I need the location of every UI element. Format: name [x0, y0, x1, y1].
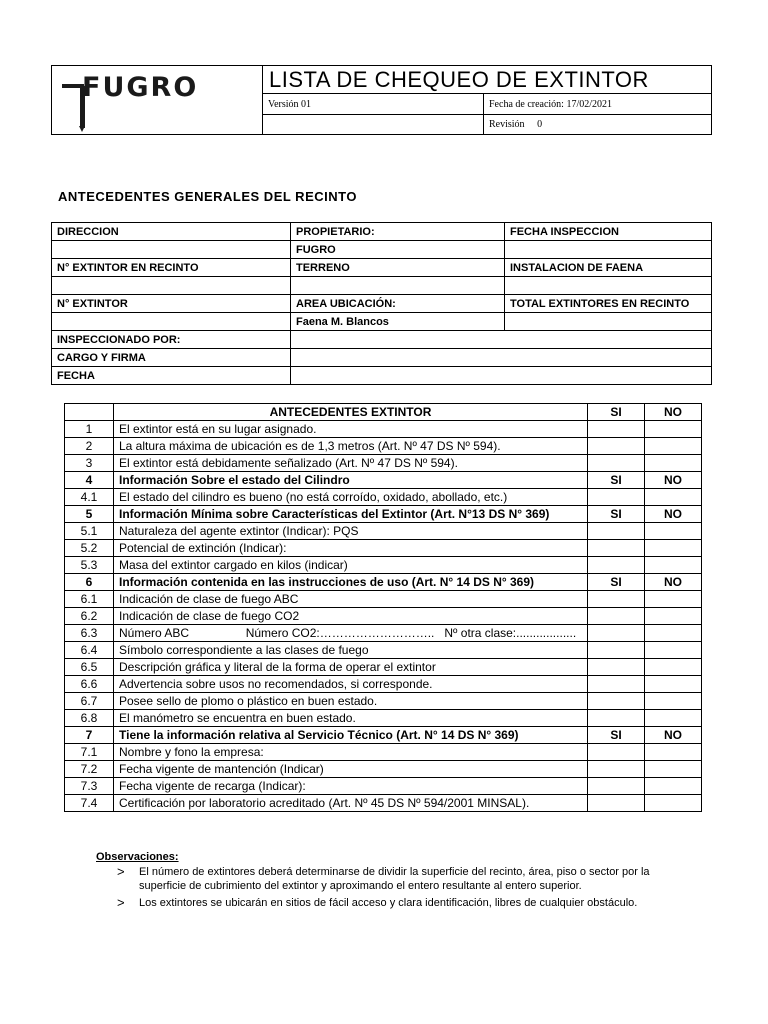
- checklist-row: [65, 761, 702, 778]
- item-number: 7.3: [65, 778, 114, 795]
- item-text: Información contenida en las instrucciones de uso (Art. N° 14 DS N° 369): [114, 574, 588, 591]
- si-checkbox[interactable]: [588, 676, 645, 693]
- no-checkbox[interactable]: [645, 710, 702, 727]
- si-checkbox[interactable]: [588, 455, 645, 472]
- creation-date-cell: Fecha de creación: 17/02/2021: [484, 94, 712, 114]
- checklist-section-row: [65, 472, 702, 489]
- no-header: NO: [645, 506, 702, 523]
- checklist-row: [65, 455, 702, 472]
- checklist-row: [65, 557, 702, 574]
- checklist-row: [65, 693, 702, 710]
- item-text: Certificación por laboratorio acreditado (Art. Nº 45 DS Nº 594/2001 MINSAL).: [114, 795, 588, 812]
- item-text: Información Mínima sobre Características del Extintor (Art. N°13 DS N° 369): [114, 506, 588, 523]
- checklist-row: [65, 795, 702, 812]
- item-text: Fecha vigente de recarga (Indicar):: [114, 778, 588, 795]
- observations: [96, 851, 696, 910]
- fecha-value[interactable]: [291, 367, 712, 385]
- cargo-value[interactable]: [291, 349, 712, 367]
- no-checkbox[interactable]: [645, 489, 702, 506]
- item-number: 1: [65, 421, 114, 438]
- checklist-section-row: [65, 574, 702, 591]
- checklist-row: [65, 676, 702, 693]
- si-checkbox[interactable]: [588, 778, 645, 795]
- logo-text: FUGRO: [82, 72, 199, 103]
- si-checkbox[interactable]: [588, 625, 645, 642]
- total-label: TOTAL EXTINTORES EN RECINTO: [505, 295, 712, 313]
- revision-cell: [484, 114, 712, 134]
- item-number: 5.3: [65, 557, 114, 574]
- observation-text: Los extintores se ubicarán en sitios de fácil acceso y clara identificación, libres de cualquier obstáculo.: [139, 897, 638, 909]
- si-header: SI: [588, 472, 645, 489]
- si-header: SI: [588, 506, 645, 523]
- general-info-table: [51, 222, 712, 385]
- item-number: 3: [65, 455, 114, 472]
- area-label: AREA UBICACIÓN:: [291, 295, 505, 313]
- item-number: 6.2: [65, 608, 114, 625]
- si-checkbox[interactable]: [588, 659, 645, 676]
- item-text: Información Sobre el estado del Cilindro: [114, 472, 588, 489]
- checklist-row: [65, 591, 702, 608]
- extintor-label: N° EXTINTOR: [52, 295, 291, 313]
- checklist-header-row: [65, 404, 702, 421]
- checklist-header-si: SI: [588, 404, 645, 421]
- item-number: 6: [65, 574, 114, 591]
- direccion-value[interactable]: [52, 241, 291, 259]
- instalacion-label: INSTALACION DE FAENA: [505, 259, 712, 277]
- observation-text: El número de extintores deberá determinarse de dividir la superficie del recinto, área, piso o sector por la superficie de cubrimiento del extintor y aproximando el entero resultante al entero superior.: [139, 866, 650, 892]
- no-header: NO: [645, 574, 702, 591]
- inspeccionado-value[interactable]: [291, 331, 712, 349]
- item-text: Indicación de clase de fuego ABC: [114, 591, 588, 608]
- si-checkbox[interactable]: [588, 557, 645, 574]
- si-checkbox[interactable]: [588, 489, 645, 506]
- item-text: Posee sello de plomo o plástico en buen estado.: [114, 693, 588, 710]
- item-number: 5.2: [65, 540, 114, 557]
- si-checkbox[interactable]: [588, 421, 645, 438]
- logo-cell: [52, 66, 263, 135]
- checklist-section-row: [65, 727, 702, 744]
- section-title: ANTECEDENTES GENERALES DEL RECINTO: [58, 189, 357, 204]
- no-checkbox[interactable]: [645, 608, 702, 625]
- item-number: 5.1: [65, 523, 114, 540]
- checklist-row: [65, 421, 702, 438]
- extintor-recinto-value[interactable]: [52, 277, 291, 295]
- observation-item: [96, 865, 696, 893]
- item-text: El manómetro se encuentra en buen estado.: [114, 710, 588, 727]
- item-text: Fecha vigente de mantención (Indicar): [114, 761, 588, 778]
- revision-value: 0: [537, 118, 543, 130]
- item-number: 4: [65, 472, 114, 489]
- no-checkbox[interactable]: [645, 744, 702, 761]
- no-checkbox[interactable]: [645, 659, 702, 676]
- item-number: 6.4: [65, 642, 114, 659]
- item-text: El estado del cilindro es bueno (no está corroído, oxidado, abollado, etc.): [114, 489, 588, 506]
- item-number: 7.4: [65, 795, 114, 812]
- item-number: 5: [65, 506, 114, 523]
- item-number: 6.8: [65, 710, 114, 727]
- si-checkbox[interactable]: [588, 438, 645, 455]
- bullet-arrow-icon: >: [117, 895, 125, 910]
- terreno-label: TERRENO: [291, 259, 505, 277]
- no-checkbox[interactable]: [645, 455, 702, 472]
- checklist-row: [65, 438, 702, 455]
- no-checkbox[interactable]: [645, 642, 702, 659]
- total-value[interactable]: [505, 313, 712, 331]
- item-text: Naturaleza del agente extintor (Indicar): PQS: [114, 523, 588, 540]
- item-number: 4.1: [65, 489, 114, 506]
- fecha-inspeccion-value[interactable]: [505, 241, 712, 259]
- area-value[interactable]: Faena M. Blancos: [291, 313, 505, 331]
- no-checkbox[interactable]: [645, 625, 702, 642]
- empty-header-cell: [263, 114, 484, 134]
- item-text: El extintor está en su lugar asignado.: [114, 421, 588, 438]
- item-text: Potencial de extinción (Indicar):: [114, 540, 588, 557]
- checklist-row: [65, 778, 702, 795]
- no-checkbox[interactable]: [645, 778, 702, 795]
- no-checkbox[interactable]: [645, 421, 702, 438]
- no-checkbox[interactable]: [645, 591, 702, 608]
- fecha-inspeccion-label: FECHA INSPECCION: [505, 223, 712, 241]
- si-checkbox[interactable]: [588, 693, 645, 710]
- no-checkbox[interactable]: [645, 438, 702, 455]
- checklist-row: [65, 489, 702, 506]
- inspeccionado-label: INSPECCIONADO POR:: [52, 331, 291, 349]
- si-checkbox[interactable]: [588, 761, 645, 778]
- item-number: 2: [65, 438, 114, 455]
- direccion-label: DIRECCION: [52, 223, 291, 241]
- item-text: Advertencia sobre usos no recomendados, si corresponde.: [114, 676, 588, 693]
- item-text: Descripción gráfica y literal de la forma de operar el extintor: [114, 659, 588, 676]
- item-number: 6.1: [65, 591, 114, 608]
- si-header: SI: [588, 574, 645, 591]
- instalacion-value[interactable]: [505, 277, 712, 295]
- item-number: 6.7: [65, 693, 114, 710]
- checklist-row: [65, 744, 702, 761]
- bullet-arrow-icon: >: [117, 864, 125, 879]
- checklist-header-no: NO: [645, 404, 702, 421]
- no-header: NO: [645, 727, 702, 744]
- no-checkbox[interactable]: [645, 795, 702, 812]
- no-checkbox[interactable]: [645, 761, 702, 778]
- checklist-row: [65, 523, 702, 540]
- item-text: El extintor está debidamente señalizado (Art. Nº 47 DS Nº 594).: [114, 455, 588, 472]
- checklist-row: [65, 710, 702, 727]
- no-header: NO: [645, 472, 702, 489]
- checklist-row: [65, 540, 702, 557]
- fugro-logo: [52, 66, 262, 134]
- extintor-value[interactable]: [52, 313, 291, 331]
- propietario-value[interactable]: FUGRO: [291, 241, 505, 259]
- no-checkbox[interactable]: [645, 676, 702, 693]
- no-checkbox[interactable]: [645, 557, 702, 574]
- item-text: Indicación de clase de fuego CO2: [114, 608, 588, 625]
- terreno-value[interactable]: [291, 277, 505, 295]
- document-header: [51, 65, 712, 135]
- version-cell: Versión 01: [263, 94, 484, 114]
- checklist-row: [65, 659, 702, 676]
- propietario-label: PROPIETARIO:: [291, 223, 505, 241]
- no-checkbox[interactable]: [645, 523, 702, 540]
- si-checkbox[interactable]: [588, 642, 645, 659]
- checklist-row: [65, 608, 702, 625]
- item-number: 7.2: [65, 761, 114, 778]
- observations-title: Observaciones:: [96, 851, 179, 863]
- checklist-row: [65, 642, 702, 659]
- item-number: 7.1: [65, 744, 114, 761]
- no-checkbox[interactable]: [645, 540, 702, 557]
- checklist-row: [65, 625, 702, 642]
- checklist-table: [64, 403, 702, 812]
- item-text: Masa del extintor cargado en kilos (indicar): [114, 557, 588, 574]
- si-checkbox[interactable]: [588, 540, 645, 557]
- checklist-header-title: ANTECEDENTES EXTINTOR: [114, 404, 588, 421]
- revision-label: Revisión: [489, 118, 525, 130]
- si-checkbox[interactable]: [588, 744, 645, 761]
- si-checkbox[interactable]: [588, 608, 645, 625]
- item-text: Nombre y fono la empresa:: [114, 744, 588, 761]
- cargo-label: CARGO Y FIRMA: [52, 349, 291, 367]
- item-number: 6.6: [65, 676, 114, 693]
- item-text: Tiene la información relativa al Servicio Técnico (Art. N° 14 DS N° 369): [114, 727, 588, 744]
- no-checkbox[interactable]: [645, 693, 702, 710]
- document-title: LISTA DE CHEQUEO DE EXTINTOR: [263, 66, 712, 94]
- si-checkbox[interactable]: [588, 523, 645, 540]
- item-text: La altura máxima de ubicación es de 1,3 metros (Art. Nº 47 DS Nº 594).: [114, 438, 588, 455]
- extintor-recinto-label: N° EXTINTOR EN RECINTO: [52, 259, 291, 277]
- fecha-label: FECHA: [52, 367, 291, 385]
- item-number: 7: [65, 727, 114, 744]
- item-text: Símbolo correspondiente a las clases de fuego: [114, 642, 588, 659]
- si-checkbox[interactable]: [588, 795, 645, 812]
- si-checkbox[interactable]: [588, 710, 645, 727]
- observation-item: [96, 896, 696, 910]
- item-number: 6.5: [65, 659, 114, 676]
- checklist-section-row: [65, 506, 702, 523]
- si-checkbox[interactable]: [588, 591, 645, 608]
- checklist-header-num: [65, 404, 114, 421]
- si-header: SI: [588, 727, 645, 744]
- item-text: Número ABC Número CO2:……………………….. Nº otra clase:..................: [114, 625, 588, 642]
- item-number: 6.3: [65, 625, 114, 642]
